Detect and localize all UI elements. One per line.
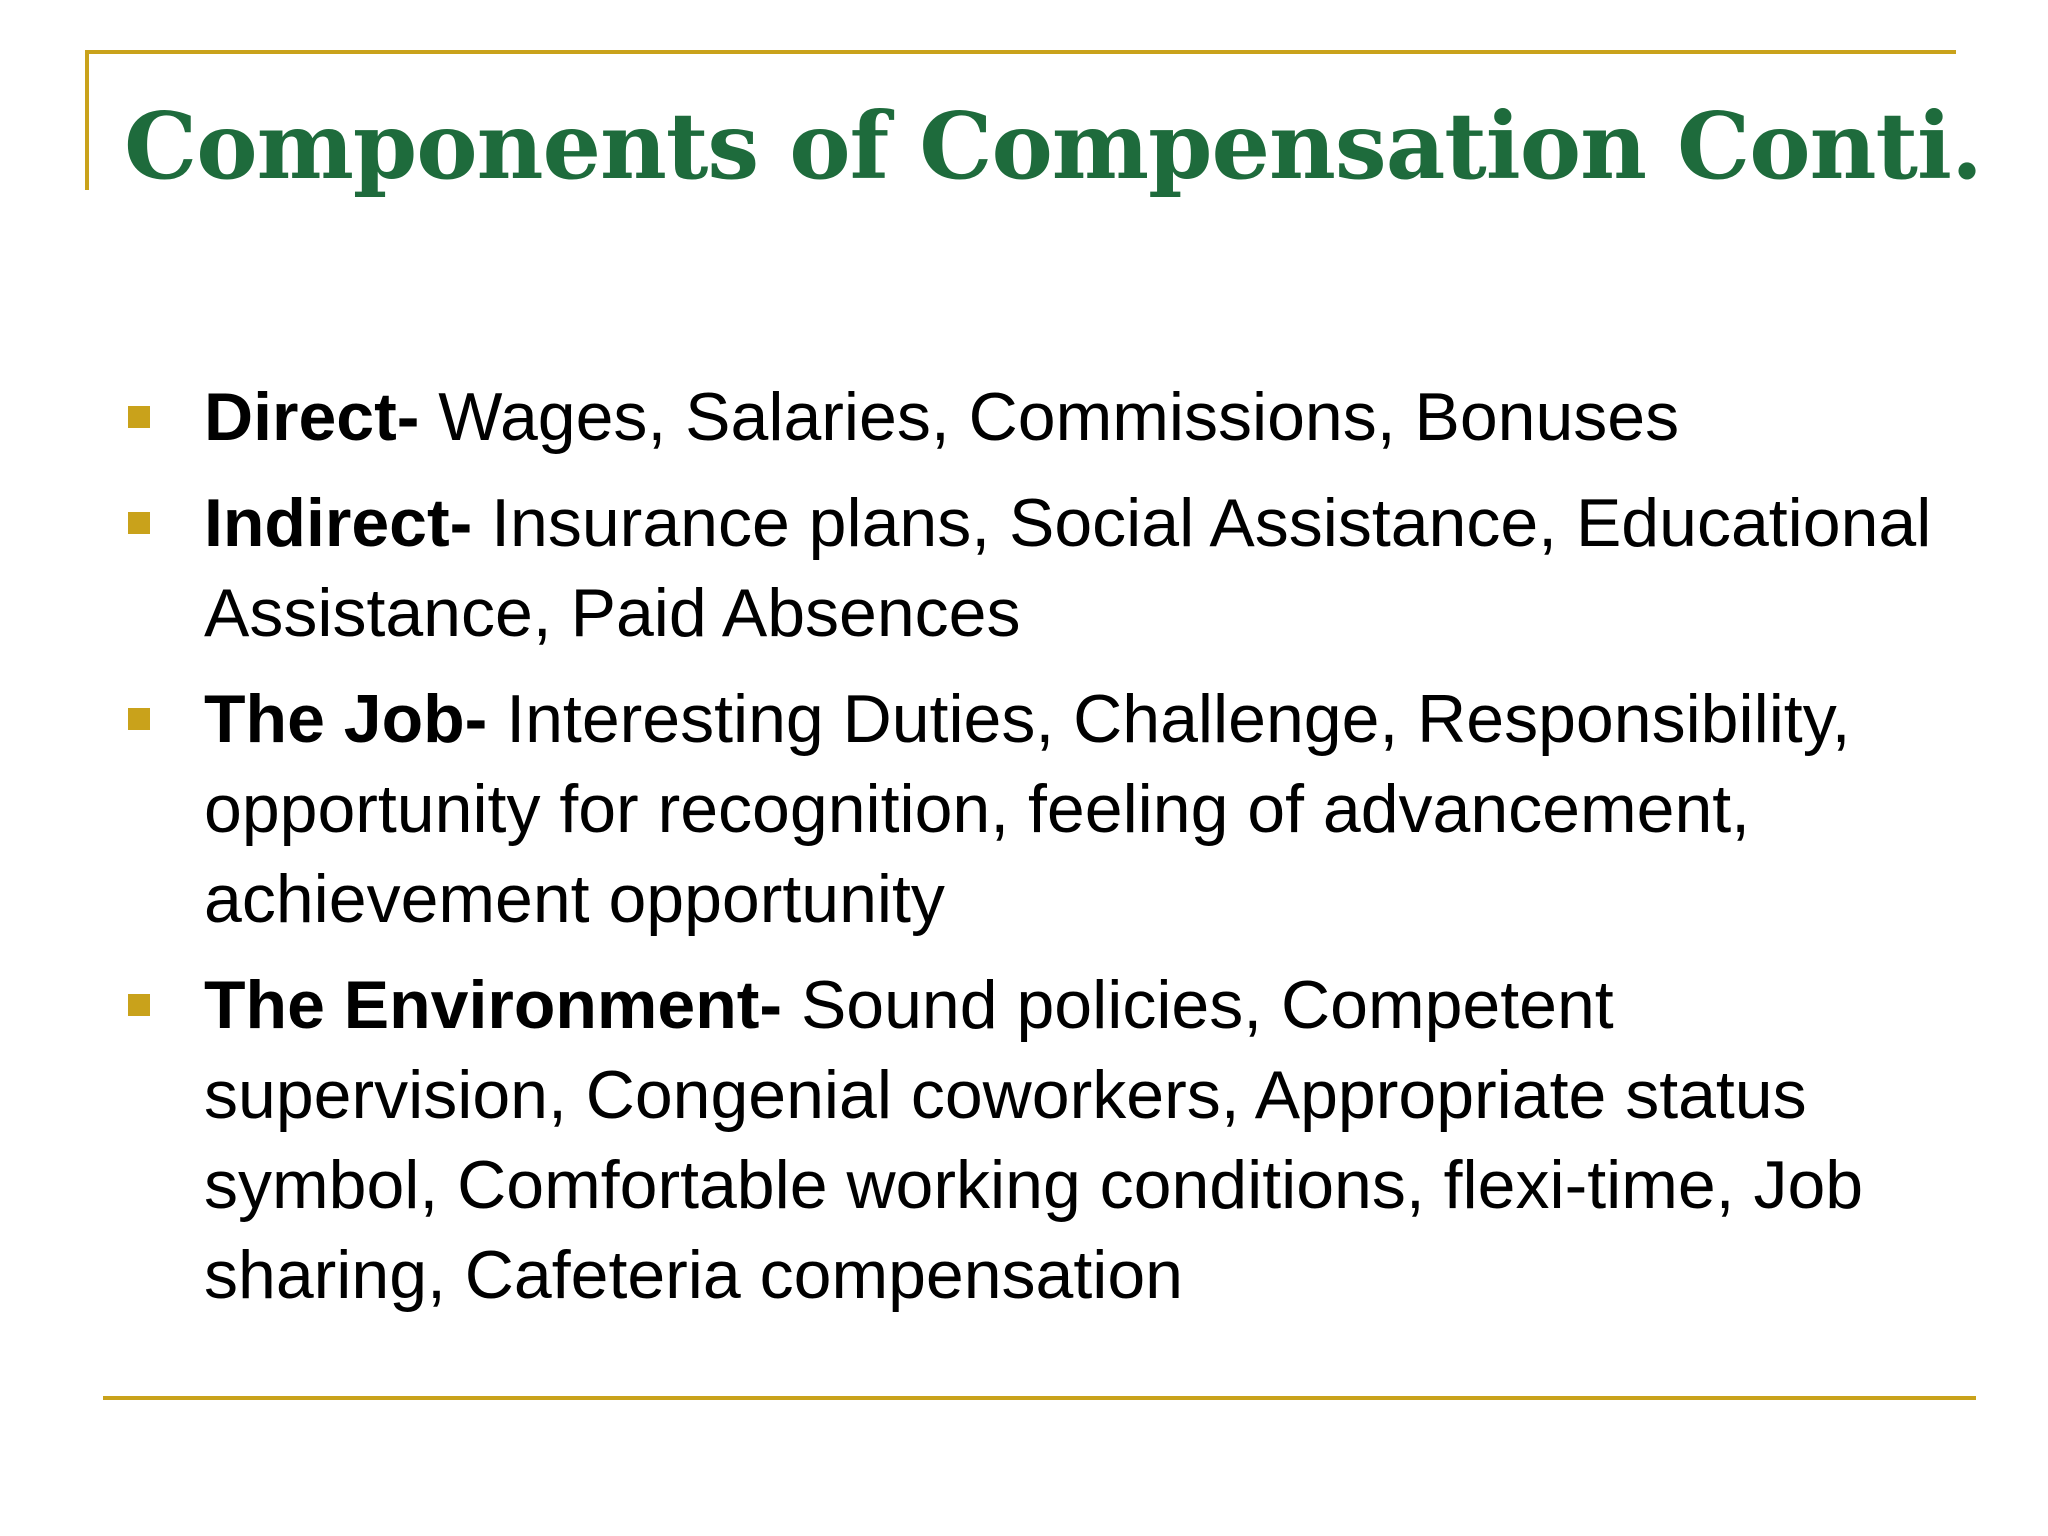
bullet-term: Direct- xyxy=(204,379,420,455)
bullet-term: The Job- xyxy=(204,681,488,757)
bullet-text: Insurance plans, Social Assistance, Educational Assistance, Paid Absences xyxy=(204,485,1932,651)
frame-top-rule xyxy=(85,50,1956,54)
bullet-the-job xyxy=(124,674,1954,944)
square-bullet-icon xyxy=(128,994,150,1016)
square-bullet-icon xyxy=(128,512,150,534)
bullet-text: Interesting Duties, Challenge, Responsibility, opportunity for recognition, feeling of advancement, achievement opportunity xyxy=(204,681,1851,937)
frame-bottom-rule xyxy=(103,1396,1976,1400)
bullet-text: Sound policies, Competent supervision, Congenial coworkers, Appropriate status symbol, Comfortable working conditions, flexi-time, Job sharing, Cafeteria compensation xyxy=(204,967,1864,1313)
square-bullet-icon xyxy=(128,406,150,428)
bullet-term: Indirect- xyxy=(204,485,473,561)
bullet-list xyxy=(124,372,1954,1336)
bullet-direct xyxy=(124,372,1954,462)
bullet-text: Wages, Salaries, Commissions, Bonuses xyxy=(419,379,1680,455)
frame-left-rule xyxy=(85,50,89,190)
bullet-the-environment xyxy=(124,960,1954,1320)
bullet-indirect xyxy=(124,478,1954,658)
bullet-term: The Environment- xyxy=(204,967,783,1043)
square-bullet-icon xyxy=(128,708,150,730)
slide-title: Components of Compensation Conti. xyxy=(124,92,1982,200)
